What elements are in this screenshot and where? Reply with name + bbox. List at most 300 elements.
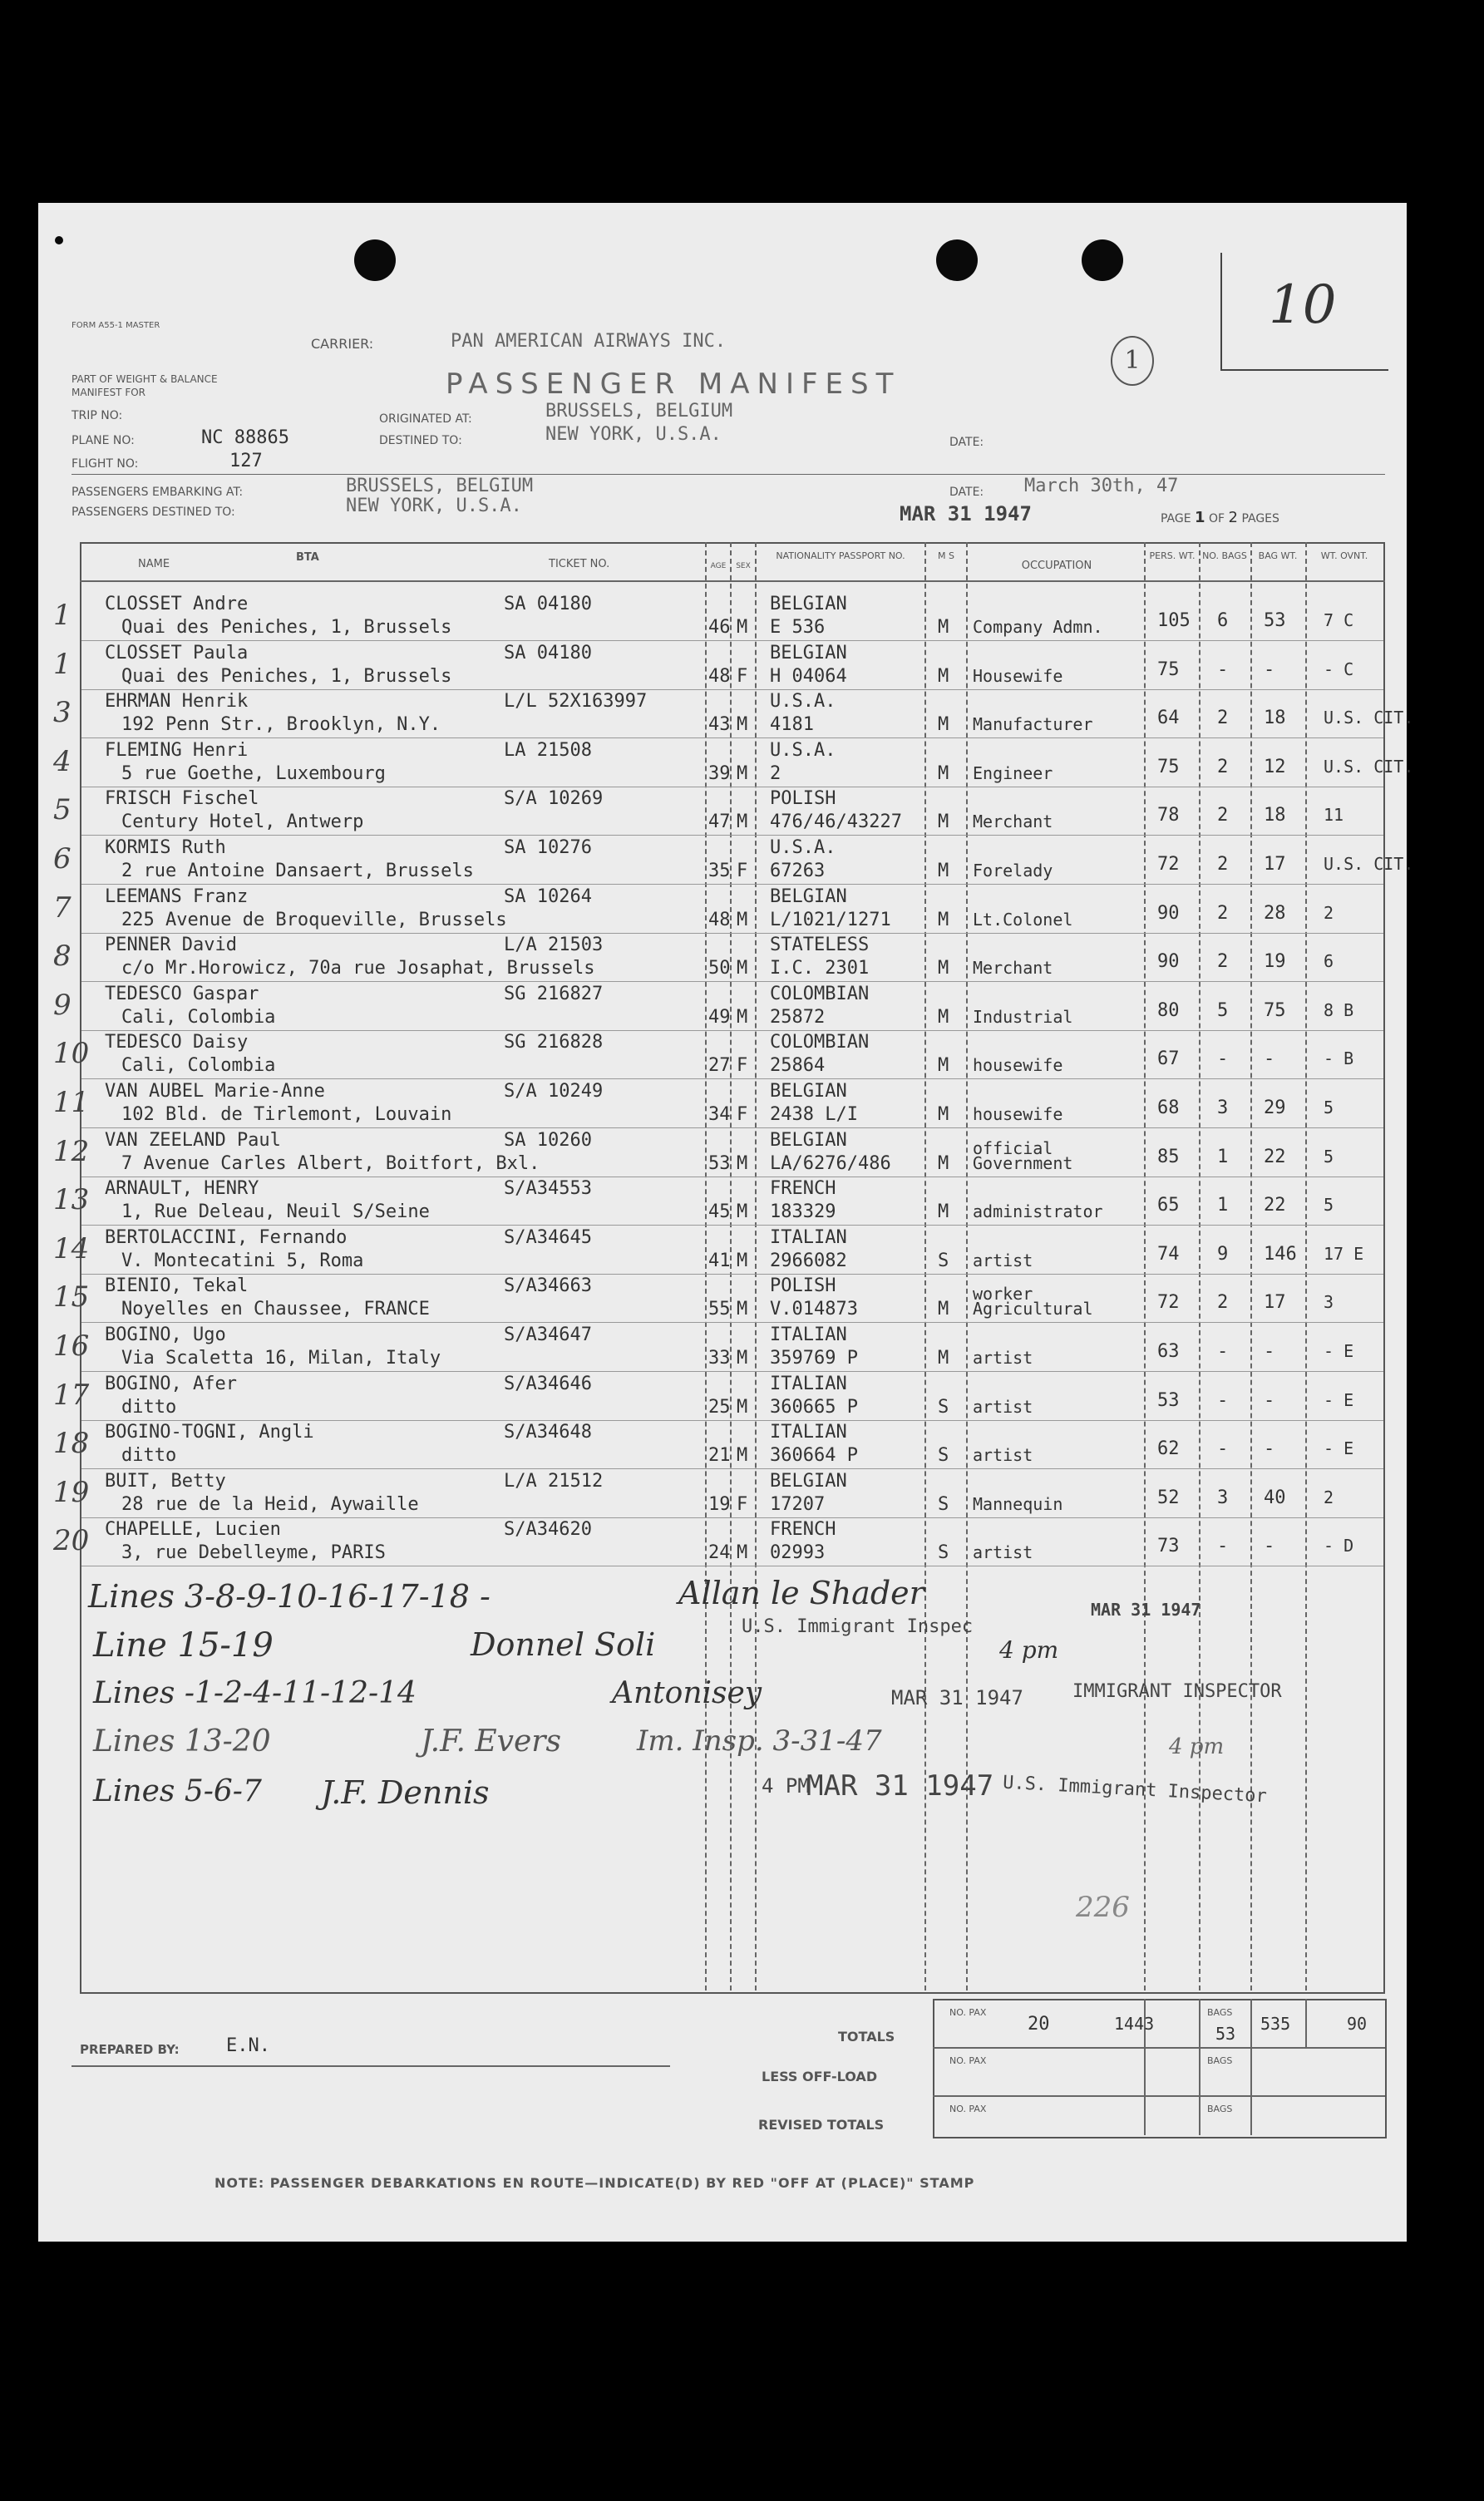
marital-status: M — [938, 1299, 949, 1320]
pers-weight: 75 — [1157, 757, 1180, 777]
passenger-age: 46 — [708, 617, 731, 638]
passenger-address: Quai des Peniches, 1, Brussels — [121, 617, 452, 638]
passenger-name: CLOSSET Paula — [105, 643, 249, 663]
passenger-sex: M — [737, 1153, 748, 1174]
rule — [71, 474, 1385, 475]
originated-label: ORIGINATED AT: — [379, 412, 472, 426]
weight-overnight: 2 — [1324, 903, 1334, 923]
total-bag-wt: 535 — [1260, 2014, 1291, 2034]
passenger-sex: M — [737, 910, 748, 930]
col-bag-wt: BAG WT. — [1258, 550, 1298, 561]
nationality: POLISH — [770, 1275, 836, 1296]
destined-label: DESTINED TO: — [379, 434, 462, 447]
stray-mark: 226 — [1076, 1891, 1130, 1924]
passenger-address: Cali, Colombia — [121, 1055, 276, 1076]
nationality: FRENCH — [770, 1519, 836, 1540]
passenger-sex: F — [737, 666, 748, 687]
bag-count: - — [1217, 659, 1229, 680]
passenger-age: 27 — [708, 1055, 731, 1076]
row-rule — [81, 1078, 1383, 1079]
row-number: 11 — [53, 1086, 90, 1119]
occupation: administrator — [973, 1201, 1103, 1221]
passenger-name: PENNER David — [105, 935, 237, 955]
passenger-address: 1, Rue Deleau, Neuil S/Seine — [121, 1201, 430, 1222]
nationality: U.S.A. — [770, 691, 836, 712]
row-rule — [81, 1468, 1383, 1469]
passport-number: 02993 — [770, 1542, 826, 1563]
bag-weight: - — [1264, 1536, 1275, 1556]
passenger-name: EHRMAN Henrik — [105, 691, 249, 712]
no-pax-label: NO. PAX — [949, 2104, 987, 2114]
punch-hole — [1082, 239, 1123, 281]
bag-weight: 22 — [1264, 1147, 1286, 1167]
nationality: ITALIAN — [770, 1422, 847, 1443]
row-rule — [81, 1322, 1383, 1323]
passport-number: 2438 L/I — [770, 1104, 858, 1125]
pers-weight: 74 — [1157, 1244, 1180, 1265]
row-number: 4 — [53, 745, 71, 778]
ticket-number: SG 216827 — [504, 984, 604, 1004]
passenger-name: TEDESCO Daisy — [105, 1032, 249, 1053]
carrier-value: PAN AMERICAN AIRWAYS INC. — [451, 331, 727, 352]
punch-hole — [55, 236, 63, 244]
handwritten-note: Lines 5-6-7 — [93, 1774, 262, 1808]
prepared-label: PREPARED BY: — [80, 2042, 180, 2057]
weight-overnight: - D — [1324, 1536, 1354, 1556]
pers-weight: 72 — [1157, 854, 1180, 875]
marital-status: M — [938, 763, 949, 784]
marital-status: M — [938, 958, 949, 979]
total-wt: 90 — [1347, 2014, 1368, 2034]
marital-status: M — [938, 811, 949, 832]
flight-value: 127 — [229, 451, 263, 471]
marital-status: M — [938, 1007, 949, 1028]
header-rule — [80, 580, 1385, 582]
row-number: 13 — [53, 1183, 90, 1216]
passenger-name: BOGINO-TOGNI, Angli — [105, 1422, 314, 1443]
destined-value: NEW YORK, U.S.A. — [545, 424, 722, 445]
bag-weight: 22 — [1264, 1195, 1286, 1216]
inspector-stamp: U.S. Immigrant Inspec — [742, 1616, 974, 1637]
weight-overnight: 5 — [1324, 1098, 1334, 1117]
inspector-signature: J.F. Evers — [421, 1724, 561, 1759]
inspector-signature: Donnel Soli — [471, 1626, 656, 1663]
occupation: housewife — [973, 1104, 1063, 1124]
ticket-number: S/A 10249 — [504, 1081, 604, 1102]
date2-label: DATE: — [949, 486, 984, 499]
passenger-sex: M — [737, 1250, 748, 1271]
marital-status: M — [938, 617, 949, 638]
col-twa: BTA — [296, 551, 319, 564]
col-name: NAME — [138, 558, 170, 570]
circled-number: 1 — [1111, 336, 1154, 386]
passenger-sex: F — [737, 861, 748, 881]
occupation-line: official — [973, 1138, 1053, 1158]
passport-number: 17207 — [770, 1494, 826, 1515]
marital-status: M — [938, 714, 949, 735]
marital-status: M — [938, 861, 949, 881]
bag-count: 1 — [1217, 1195, 1229, 1216]
row-number: 20 — [53, 1524, 90, 1557]
passenger-age: 48 — [708, 666, 731, 687]
col-no-bags: NO. BAGS — [1202, 550, 1247, 561]
passport-number: E 536 — [770, 617, 826, 638]
row-number: 9 — [53, 989, 71, 1022]
row-rule — [81, 1225, 1383, 1226]
row-number: 3 — [53, 696, 71, 729]
passenger-name: FRISCH Fischel — [105, 788, 259, 809]
bag-count: - — [1217, 1390, 1229, 1411]
pers-weight: 62 — [1157, 1438, 1180, 1459]
bag-weight: - — [1264, 1341, 1275, 1362]
ticket-number: S/A34647 — [504, 1324, 592, 1345]
weight-overnight: U.S. CIT. — [1324, 708, 1414, 728]
passenger-age: 35 — [708, 861, 731, 881]
occupation: Housewife — [973, 666, 1063, 686]
row-number: 6 — [53, 842, 71, 876]
passenger-sex: M — [737, 1201, 748, 1222]
bag-weight: - — [1264, 1438, 1275, 1459]
date-stamp: MAR 31 1947 — [891, 1686, 1023, 1709]
date-stamp: MAR 31 1947 — [900, 502, 1032, 525]
inspector-signature: J.F. Dennis — [321, 1774, 490, 1811]
flight-label: FLIGHT NO: — [71, 457, 139, 471]
bag-weight: 17 — [1264, 1292, 1286, 1313]
revised-totals-label: REVISED TOTALS — [758, 2117, 885, 2133]
pers-weight: 63 — [1157, 1341, 1180, 1362]
date-label: DATE: — [949, 436, 984, 449]
ticket-number: S/A34645 — [504, 1227, 592, 1248]
bag-count: 2 — [1217, 951, 1229, 972]
weight-overnight: 6 — [1324, 951, 1334, 971]
col-sex: SEX — [736, 562, 751, 570]
passport-number: 476/46/43227 — [770, 811, 902, 832]
row-rule — [81, 737, 1383, 738]
pers-weight: 78 — [1157, 805, 1180, 826]
row-rule — [81, 933, 1383, 934]
weight-overnight: - E — [1324, 1341, 1354, 1361]
col-pers-wt: PERS. WT. — [1149, 550, 1196, 561]
occupation: Manufacturer — [973, 714, 1093, 734]
handwritten-note: Lines -1-2-4-11-12-14 — [93, 1676, 417, 1710]
pers-weight: 68 — [1157, 1098, 1180, 1118]
nationality: BELGIAN — [770, 643, 847, 663]
ticket-number: S/A 10269 — [504, 788, 604, 809]
marital-status: M — [938, 666, 949, 687]
passenger-name: VAN ZEELAND Paul — [105, 1130, 281, 1151]
bag-weight: 19 — [1264, 951, 1286, 972]
passenger-age: 39 — [708, 763, 731, 784]
footer-note: NOTE: PASSENGER DEBARKATIONS EN ROUTE—INDICATE(D) BY RED "OFF AT (PLACE)" STAMP — [214, 2175, 975, 2191]
form-id: FORM A55-1 MASTER — [71, 321, 160, 330]
punch-hole — [354, 239, 396, 281]
ticket-number: SA 04180 — [504, 643, 592, 663]
nationality: FRENCH — [770, 1178, 836, 1199]
nationality: COLOMBIAN — [770, 984, 870, 1004]
bag-weight: 75 — [1264, 1000, 1286, 1021]
passenger-sex: M — [737, 1445, 748, 1466]
weight-overnight: 11 — [1324, 805, 1344, 825]
row-number: 10 — [53, 1037, 90, 1070]
passenger-sex: M — [737, 1348, 748, 1369]
inspector-stamp: U.S. Immigrant Inspector — [1002, 1772, 1268, 1808]
ticket-number: LA 21508 — [504, 740, 592, 761]
passenger-name: BOGINO, Afer — [105, 1374, 237, 1394]
occupation: artist — [973, 1250, 1033, 1270]
marital-status: S — [938, 1397, 949, 1418]
bag-weight: - — [1264, 1048, 1275, 1069]
occupation: Merchant — [973, 811, 1053, 831]
passport-number: 360665 P — [770, 1397, 858, 1418]
bag-count: 1 — [1217, 1147, 1229, 1167]
passenger-age: 43 — [708, 714, 731, 735]
passenger-name: CHAPELLE, Lucien — [105, 1519, 281, 1540]
weight-overnight: - E — [1324, 1438, 1354, 1458]
handwritten-note: Lines 13-20 — [93, 1724, 271, 1759]
bag-weight: 29 — [1264, 1098, 1286, 1118]
col-ticket: TICKET NO. — [549, 558, 610, 570]
bags-label: BAGS — [1207, 2104, 1233, 2114]
passenger-address: Cali, Colombia — [121, 1007, 276, 1028]
passenger-address: Century Hotel, Antwerp — [121, 811, 364, 832]
box-number: 10 — [1269, 274, 1337, 336]
total-bags: 53 — [1215, 2024, 1236, 2044]
occupation: Government — [973, 1153, 1073, 1173]
row-rule — [81, 1371, 1383, 1372]
bag-weight: 53 — [1264, 610, 1286, 631]
total-pax: 20 — [1028, 2014, 1050, 2035]
bag-count: 3 — [1217, 1098, 1229, 1118]
passenger-age: 47 — [708, 811, 731, 832]
marital-status: M — [938, 1055, 949, 1076]
no-pax-label: NO. PAX — [949, 2055, 987, 2066]
passenger-name: CLOSSET Andre — [105, 594, 249, 614]
passenger-sex: F — [737, 1494, 748, 1515]
occupation: artist — [973, 1348, 1033, 1368]
passenger-sex: M — [737, 1299, 748, 1320]
passenger-age: 24 — [708, 1542, 731, 1563]
occupation: Agricultural — [973, 1299, 1093, 1319]
passenger-address: Via Scaletta 16, Milan, Italy — [121, 1348, 441, 1369]
bag-weight: 40 — [1264, 1487, 1286, 1508]
col-age: AGE — [710, 562, 727, 570]
totals-box — [933, 1999, 1387, 2138]
bag-weight: 146 — [1264, 1244, 1297, 1265]
passport-number: 183329 — [770, 1201, 836, 1222]
passenger-address: Quai des Peniches, 1, Brussels — [121, 666, 452, 687]
passenger-address: 3, rue Debelleyme, PARIS — [121, 1542, 386, 1563]
bag-weight: 18 — [1264, 805, 1286, 826]
bag-count: 9 — [1217, 1244, 1229, 1265]
passenger-name: BIENIO, Tekal — [105, 1275, 249, 1296]
less-offload-label: LESS OFF-LOAD — [762, 2069, 878, 2084]
passenger-name: ARNAULT, HENRY — [105, 1178, 259, 1199]
occupation: Lt.Colonel — [973, 910, 1073, 930]
col-nationality: NATIONALITY PASSPORT NO. — [776, 550, 905, 561]
passenger-sex: M — [737, 617, 748, 638]
passport-number: 67263 — [770, 861, 826, 881]
row-number: 1 — [53, 599, 71, 632]
marital-status: M — [938, 1153, 949, 1174]
carrier-label: CARRIER: — [311, 336, 374, 352]
ticket-number: SA 10264 — [504, 886, 592, 907]
passenger-address: 5 rue Goethe, Luxembourg — [121, 763, 386, 784]
inspector-signature: Allan le Shader — [678, 1575, 924, 1611]
bag-count: 2 — [1217, 757, 1229, 777]
row-rule — [81, 1420, 1383, 1421]
row-rule — [81, 640, 1383, 641]
bag-weight: - — [1264, 1390, 1275, 1411]
passenger-address: V. Montecatini 5, Roma — [121, 1250, 364, 1271]
ticket-number: S/A34620 — [504, 1519, 592, 1540]
page-label: PAGE 1 OF 2 PAGES — [1161, 509, 1279, 526]
pax-destined-value: NEW YORK, U.S.A. — [346, 496, 522, 516]
handwritten-time: 4 pm — [1169, 1734, 1225, 1759]
bags-label: BAGS — [1207, 2055, 1233, 2066]
passenger-sex: M — [737, 763, 748, 784]
passenger-sex: M — [737, 811, 748, 832]
occupation: Forelady — [973, 861, 1053, 881]
passport-number: 25872 — [770, 1007, 826, 1028]
passport-number: H 04064 — [770, 666, 847, 687]
nationality: BELGIAN — [770, 886, 847, 907]
originated-value: BRUSSELS, BELGIUM — [545, 401, 733, 422]
occupation: artist — [973, 1542, 1033, 1562]
weight-overnight: 7 C — [1324, 610, 1354, 630]
passport-number: 359769 P — [770, 1348, 858, 1369]
bag-count: 5 — [1217, 1000, 1229, 1021]
nationality: BELGIAN — [770, 594, 847, 614]
passenger-age: 49 — [708, 1007, 731, 1028]
col-wt-ovnt: WT. OVNT. — [1320, 550, 1368, 561]
passenger-age: 55 — [708, 1299, 731, 1320]
bag-count: - — [1217, 1048, 1229, 1069]
ticket-number: SG 216828 — [504, 1032, 604, 1053]
pers-weight: 90 — [1157, 951, 1180, 972]
passenger-sex: M — [737, 958, 748, 979]
occupation: housewife — [973, 1055, 1063, 1075]
passport-number: 2 — [770, 763, 781, 784]
pers-weight: 65 — [1157, 1195, 1180, 1216]
passport-number: 2966082 — [770, 1250, 847, 1271]
row-number: 7 — [53, 891, 71, 925]
passport-number: I.C. 2301 — [770, 958, 870, 979]
col-ms: M S — [938, 550, 954, 561]
pers-weight: 75 — [1157, 659, 1180, 680]
row-number: 19 — [53, 1476, 90, 1509]
trip-label: TRIP NO: — [71, 409, 123, 422]
marital-status: M — [938, 1201, 949, 1222]
row-number: 17 — [53, 1379, 90, 1412]
nationality: STATELESS — [770, 935, 870, 955]
passenger-address: 225 Avenue de Broqueville, Brussels — [121, 910, 507, 930]
occupation: Engineer — [973, 763, 1053, 783]
inspector-stamp: IMMIGRANT INSPECTOR — [1072, 1681, 1282, 1702]
ticket-number: L/A 21512 — [504, 1471, 604, 1492]
ticket-number: S/A34648 — [504, 1422, 592, 1443]
pers-weight: 80 — [1157, 1000, 1180, 1021]
passenger-address: Noyelles en Chaussee, FRANCE — [121, 1299, 430, 1320]
passenger-age: 34 — [708, 1104, 731, 1125]
bags-label: BAGS — [1207, 2007, 1233, 2018]
passenger-age: 19 — [708, 1494, 731, 1515]
bag-count: - — [1217, 1536, 1229, 1556]
pers-weight: 67 — [1157, 1048, 1180, 1069]
pers-weight: 52 — [1157, 1487, 1180, 1508]
pers-weight: 64 — [1157, 708, 1180, 728]
occupation-line: worker — [973, 1284, 1033, 1304]
bag-count: 2 — [1217, 903, 1229, 924]
bag-weight: 12 — [1264, 757, 1286, 777]
passenger-sex: M — [737, 1397, 748, 1418]
marital-status: M — [938, 1348, 949, 1369]
passenger-address: ditto — [121, 1445, 177, 1466]
marital-status: S — [938, 1494, 949, 1515]
nationality: U.S.A. — [770, 837, 836, 858]
row-number: 8 — [53, 940, 71, 973]
weight-overnight: - E — [1324, 1390, 1354, 1410]
row-number: 5 — [53, 793, 71, 826]
bag-count: 6 — [1217, 610, 1229, 631]
bag-count: 2 — [1217, 854, 1229, 875]
passport-number: 360664 P — [770, 1445, 858, 1466]
nationality: POLISH — [770, 788, 836, 809]
row-number: 15 — [53, 1280, 90, 1314]
weight-overnight: U.S. CIT. — [1324, 854, 1414, 874]
row-number: 12 — [53, 1135, 90, 1168]
passenger-address: 102 Bld. de Tirlemont, Louvain — [121, 1104, 452, 1125]
bag-count: 3 — [1217, 1487, 1229, 1508]
ticket-number: S/A34663 — [504, 1275, 592, 1296]
bag-count: 2 — [1217, 805, 1229, 826]
row-number: 18 — [53, 1427, 90, 1460]
bag-count: 2 — [1217, 708, 1229, 728]
manifest-for-label: MANIFEST FOR — [71, 387, 146, 398]
plane-value: NC 88865 — [201, 427, 289, 448]
passenger-address: 28 rue de la Heid, Aywaille — [121, 1494, 419, 1515]
occupation: Mannequin — [973, 1494, 1063, 1514]
prepared-value: E.N. — [226, 2035, 270, 2056]
manifest-sheet — [38, 203, 1414, 2242]
nationality: COLOMBIAN — [770, 1032, 870, 1053]
passenger-name: VAN AUBEL Marie-Anne — [105, 1081, 325, 1102]
page-title: PASSENGER MANIFEST — [446, 368, 901, 401]
ticket-number: L/A 21503 — [504, 935, 604, 955]
weight-overnight: 5 — [1324, 1195, 1334, 1215]
weight-overnight: 17 E — [1324, 1244, 1364, 1264]
handwritten-note: Im. Insp. 3-31-47 — [637, 1724, 882, 1758]
passenger-name: TEDESCO Gaspar — [105, 984, 259, 1004]
passenger-address: 2 rue Antoine Dansaert, Brussels — [121, 861, 474, 881]
ticket-number: SA 10276 — [504, 837, 592, 858]
passenger-name: BERTOLACCINI, Fernando — [105, 1227, 348, 1248]
occupation: Company Admn. — [973, 617, 1103, 637]
nationality: BELGIAN — [770, 1081, 847, 1102]
bag-count: - — [1217, 1341, 1229, 1362]
weight-overnight: - B — [1324, 1048, 1354, 1068]
marital-status: S — [938, 1250, 949, 1271]
passenger-age: 45 — [708, 1201, 731, 1222]
plane-label: PLANE NO: — [71, 434, 135, 447]
ticket-number: S/A34553 — [504, 1178, 592, 1199]
occupation: Industrial — [973, 1007, 1073, 1027]
weight-overnight: - C — [1324, 659, 1354, 679]
row-number: 16 — [53, 1329, 90, 1363]
marital-status: M — [938, 910, 949, 930]
passenger-sex: M — [737, 1542, 748, 1563]
ticket-number: S/A34646 — [504, 1374, 592, 1394]
weight-overnight: 5 — [1324, 1147, 1334, 1167]
